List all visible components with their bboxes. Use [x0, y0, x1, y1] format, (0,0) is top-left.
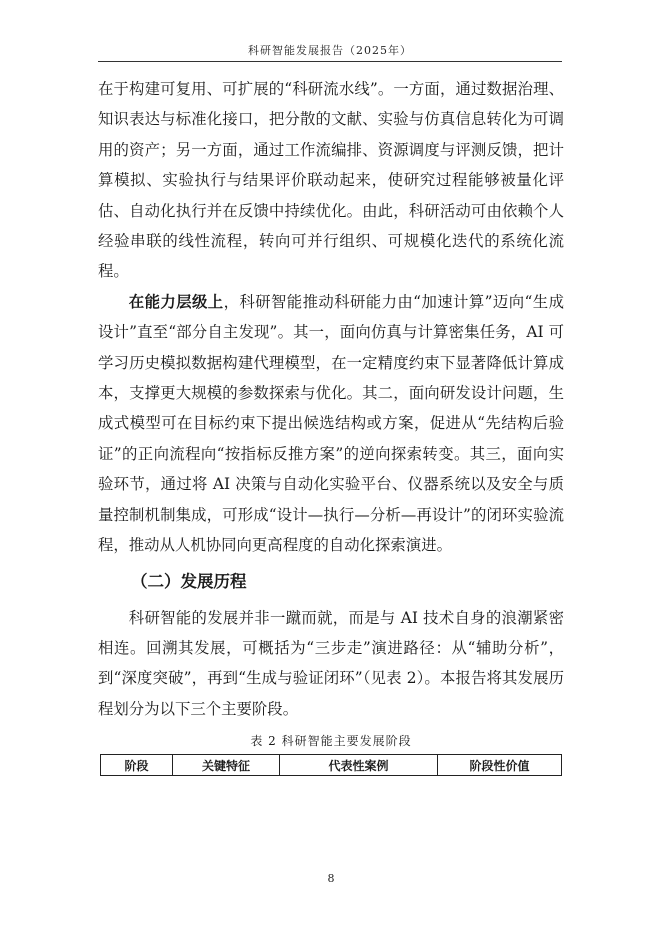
- table-header-key-features: 关键特征: [173, 755, 280, 776]
- table-header-row: [101, 755, 562, 776]
- section-heading: （二）发展历程: [131, 571, 247, 591]
- stages-table: [100, 754, 562, 776]
- running-header: 科研智能发展报告（2025年）: [248, 44, 412, 57]
- table-caption: 表 2 科研智能主要发展阶段: [250, 734, 412, 749]
- body-text: [98, 74, 564, 776]
- table-header-stage-value: 阶段性价值: [438, 755, 562, 776]
- paragraph-capability-levels: [98, 287, 564, 561]
- page-number: 8: [327, 872, 335, 885]
- table-header-stage: 阶段: [101, 755, 173, 776]
- paragraph-pipeline: 在于构建可复用、可扩展的“科研流水线”。一方面，通过数据治理、知识表达与标准化接口，把分散的文献、实验与仿真信息转化为可调用的资产；另一方面，通过工作流编排、资源调度与评测反馈，把计算模拟、实验执行与结果评价联动起来，使研究过程能够被量化评估、自动化执行并在反馈中持续优化。由此，科研活动可由依赖个人经验串联的线性流程，转向可并行组织、可规模化迭代的系统化流程。: [98, 80, 564, 281]
- paragraph-history: 科研智能的发展并非一蹴而就，而是与 AI 技术自身的浪潮紧密相连。回溯其发展，可概括为“三步走”演进路径：从“辅助分析”，到“深度突破”，再到“生成与验证闭环”（见表 2）。本报告将其发展历程划分为以下三个主要阶段。: [98, 608, 564, 718]
- paragraph-capability-text: ，科研智能推动科研能力由“加速计算”迈向“生成设计”直至“部分自主发现”。其一，面向仿真与计算密集任务，AI 可学习历史模拟数据构建代理模型，在一定精度约束下显著降低计算成本，支撑更大规模的参数探索与优化。其二，面向研发设计问题，生成式模型可在目标约束下提出候选结构或方案，促进从“先结构后验证”的正向流程向“按指标反推方案”的逆向探索转变。其三，面向实验环节，通过将 AI 决策与自动化实验平台、仪器系统以及安全与质量控制机制集成，可形成“设计—执行—分析—再设计”的闭环实验流程，推动从人机协同向更高程度的自动化探索演进。: [98, 292, 564, 555]
- table-header-representative-cases: 代表性案例: [280, 755, 438, 776]
- header-rule: [98, 61, 562, 62]
- paragraph-lead-bold: 在能力层级上: [128, 292, 224, 311]
